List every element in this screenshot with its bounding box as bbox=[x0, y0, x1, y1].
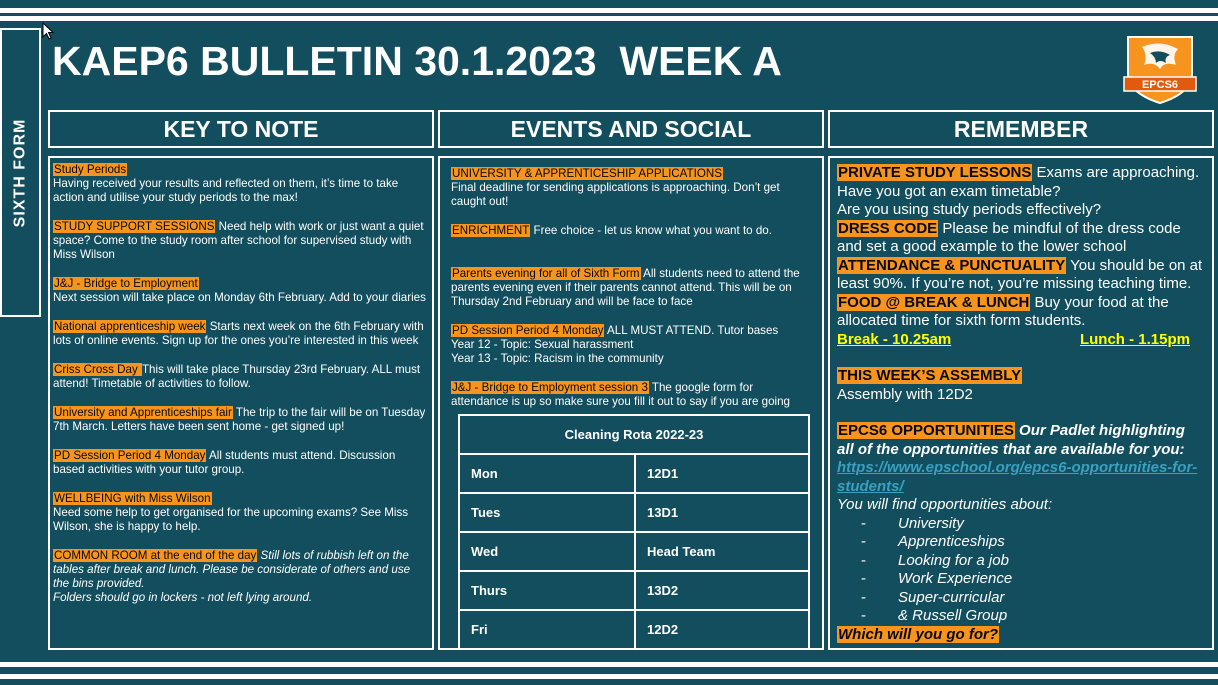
note-pd-session bbox=[53, 449, 429, 477]
note-text: Need help with work or just want a quiet space? Come to the study room after school for supervised study with Miss Wilson bbox=[53, 220, 424, 261]
event-applications bbox=[451, 167, 811, 209]
remember-head: THIS WEEK’S ASSEMBLY bbox=[838, 367, 1022, 384]
events-social-header: EVENTS AND SOCIAL bbox=[438, 110, 824, 148]
note-head: University and Apprenticeships fair bbox=[54, 406, 232, 419]
event-head: ENRICHMENT bbox=[452, 224, 530, 237]
event-text: All students need to attend the parents evening even if their parents cannot attend. This will be on Thursday 2nd February and will be face to face bbox=[451, 267, 800, 308]
event-head: J&J - Bridge to Employment session 3 bbox=[452, 381, 648, 394]
rota-day: Fri bbox=[459, 610, 635, 649]
bottom-stripe-2 bbox=[0, 674, 1218, 679]
event-head: UNIVERSITY & APPRENTICESHIP APPLICATIONS bbox=[452, 167, 722, 180]
remember-head: PRIVATE STUDY LESSONS bbox=[838, 164, 1032, 181]
rota-group: 12D2 bbox=[635, 610, 809, 649]
rota-title: Cleaning Rota 2022-23 bbox=[459, 415, 809, 454]
list-item: - Super-curricular bbox=[861, 588, 1005, 606]
remember-text: Exams are approaching. Have you got an exam timetable? bbox=[837, 164, 1200, 200]
remember-text: Assembly with 12D2 bbox=[837, 385, 973, 403]
event-bridge-session bbox=[451, 381, 811, 409]
rota-day: Tues bbox=[459, 493, 635, 532]
note-text: Still lots of rubbish left on the tables after break and lunch. Please be considerate of others and use the bins provided. bbox=[53, 549, 411, 590]
note-fair bbox=[53, 406, 429, 434]
note-head: J&J - Bridge to Employment bbox=[54, 277, 198, 290]
note-head: Study Periods bbox=[54, 163, 127, 176]
note-head: WELLBEING with Miss Wilson bbox=[54, 492, 211, 505]
remember-assembly bbox=[837, 367, 1205, 404]
note-study-support bbox=[53, 220, 429, 262]
top-stripe-2 bbox=[0, 16, 1218, 21]
note-text: All students must attend. Discussion based activities with your tutor group. bbox=[53, 449, 396, 476]
event-text-y12: Year 12 - Topic: Sexual harassment bbox=[451, 338, 634, 351]
note-text: Starts next week on the 6th February with lots of online events. Sign up for the ones you’re interested in this week bbox=[53, 320, 424, 347]
remember-head: DRESS CODE bbox=[838, 219, 938, 237]
table-row bbox=[459, 571, 809, 610]
note-head: National apprenticeship week bbox=[54, 320, 206, 333]
note-text: Having received your results and reflected on them, it’s time to take action and utilise your study periods to the max! bbox=[53, 177, 399, 204]
bottom-stripe-1 bbox=[0, 662, 1218, 667]
note-text: The trip to the fair will be on Tuesday 7th March. Letters have been sent home - get signed up! bbox=[53, 406, 426, 433]
rota-day: Thurs bbox=[459, 571, 635, 610]
note-text: This will take place Thursday 23rd February. ALL must attend! Timetable of activities to follow. bbox=[53, 363, 421, 390]
opps-list bbox=[861, 515, 1205, 626]
opps-intro: You will find opportunities about: bbox=[837, 496, 1053, 513]
list-item: - & Russell Group bbox=[861, 607, 1008, 624]
remember-private-study bbox=[837, 164, 1205, 220]
event-head: Parents evening for all of Sixth Form bbox=[452, 267, 640, 280]
table-row bbox=[459, 610, 809, 649]
event-enrichment bbox=[451, 224, 811, 238]
event-text-y13: Year 13 - Topic: Racism in the community bbox=[451, 352, 664, 365]
top-stripe-1 bbox=[0, 8, 1218, 13]
list-item: - University bbox=[861, 514, 964, 532]
note-wellbeing bbox=[53, 492, 429, 534]
list-item: - Looking for a job bbox=[861, 551, 1009, 569]
remember-text: Buy your food at the allocated time for sixth form students. bbox=[837, 293, 1169, 329]
events-panel bbox=[438, 156, 824, 650]
rota-group: 12D1 bbox=[635, 454, 809, 493]
note-study-periods bbox=[53, 163, 429, 205]
cleaning-rota-table bbox=[458, 414, 810, 650]
remember-head: EPCS6 OPPORTUNITIES bbox=[838, 422, 1014, 439]
table-row bbox=[459, 454, 809, 493]
event-text: Final deadline for sending applications is approaching. Don’t get caught out! bbox=[451, 181, 780, 208]
meal-times bbox=[837, 331, 1205, 350]
remember-head: ATTENDANCE & PUNCTUALITY bbox=[838, 256, 1066, 274]
logo-text: EPCS6 bbox=[1141, 79, 1179, 91]
bulletin-title: KAEP6 BULLETIN 30.1.2023 WEEK A bbox=[52, 38, 782, 84]
remember-food bbox=[837, 294, 1205, 331]
padlet-link[interactable]: https://www.epschool.org/epcs6-opportunities-for-students/ bbox=[837, 459, 1198, 495]
note-text: Next session will take place on Monday 6th February. Add to your diaries bbox=[53, 291, 426, 304]
lunch-time: Lunch - 1.15pm bbox=[1079, 330, 1190, 348]
event-text: The google form for attendance is up so make sure you fill it out to say if you are going bbox=[451, 381, 790, 408]
note-text-extra: Folders should go in lockers - not left lying around. bbox=[53, 591, 313, 604]
epcs6-logo bbox=[1120, 33, 1200, 105]
rota-group: 13D2 bbox=[635, 571, 809, 610]
list-item: - Work Experience bbox=[861, 570, 1013, 587]
note-head: PD Session Period 4 Monday bbox=[54, 449, 206, 462]
note-apprenticeship-week bbox=[53, 320, 429, 348]
note-criss-cross bbox=[53, 363, 429, 391]
side-tab-label: SIXTH FORM bbox=[11, 118, 29, 227]
note-text: Need some help to get organised for the upcoming exams? See Miss Wilson, she is happy to help. bbox=[53, 506, 409, 533]
remember-text: Please be mindful of the dress code and set a good example to the lower school bbox=[837, 219, 1181, 255]
event-head: PD Session Period 4 Monday bbox=[452, 324, 604, 337]
sixth-form-tab bbox=[0, 28, 41, 317]
note-common-room bbox=[53, 549, 429, 605]
note-head: COMMON ROOM at the end of the day bbox=[54, 549, 257, 562]
remember-panel bbox=[828, 156, 1214, 650]
event-parents-evening bbox=[451, 267, 811, 309]
event-text: Free choice - let us know what you want to do. bbox=[530, 224, 772, 237]
remember-header: REMEMBER bbox=[828, 110, 1214, 148]
list-item: - Apprenticeships bbox=[861, 533, 1005, 550]
rota-group: Head Team bbox=[635, 532, 809, 571]
remember-dress-code bbox=[837, 220, 1205, 257]
key-to-note-header: KEY TO NOTE bbox=[48, 110, 434, 148]
key-to-note-panel bbox=[48, 156, 434, 650]
break-time: Break - 10.25am bbox=[837, 330, 952, 348]
closing-question: Which will you go for? bbox=[838, 625, 998, 643]
note-head: Criss Cross Day bbox=[54, 363, 141, 376]
remember-text: Our Padlet highlighting all of the opportunities that are available for you: bbox=[837, 422, 1185, 458]
remember-head: FOOD @ BREAK & LUNCH bbox=[838, 293, 1030, 311]
table-row bbox=[459, 532, 809, 571]
table-row bbox=[459, 493, 809, 532]
event-text: ALL MUST ATTEND. Tutor bases bbox=[604, 324, 779, 337]
remember-attendance bbox=[837, 257, 1205, 294]
event-pd-session bbox=[451, 324, 811, 366]
note-bridge-employment bbox=[53, 277, 429, 305]
remember-text: You should be on at least 90%. If you’re not, you’re missing teaching time. bbox=[837, 256, 1203, 292]
rota-day: Wed bbox=[459, 532, 635, 571]
remember-text-2: Are you using study periods effectively? bbox=[837, 201, 1102, 218]
note-head: STUDY SUPPORT SESSIONS bbox=[54, 220, 215, 233]
remember-opportunities bbox=[837, 422, 1205, 644]
rota-group: 13D1 bbox=[635, 493, 809, 532]
rota-day: Mon bbox=[459, 454, 635, 493]
